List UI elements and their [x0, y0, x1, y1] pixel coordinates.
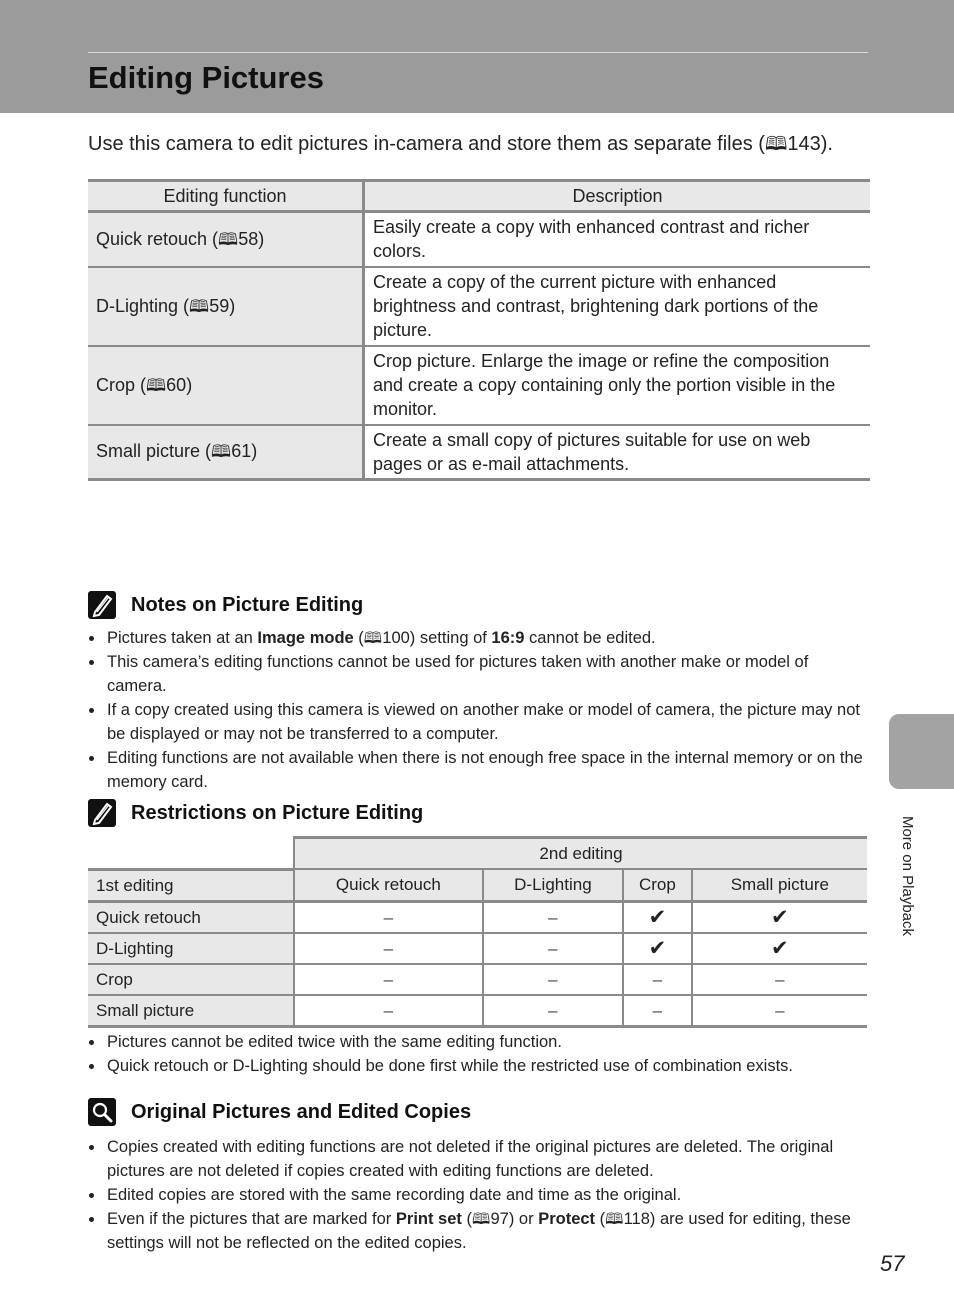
not-available-cell: – — [483, 901, 623, 933]
header-rule — [88, 52, 868, 53]
notes-list — [88, 626, 868, 794]
column-header: Small picture — [692, 869, 867, 901]
page-title: Editing Pictures — [88, 60, 324, 95]
not-available-cell: – — [294, 901, 483, 933]
function-description: Easily create a copy with enhanced contrast and richer colors. — [364, 212, 871, 267]
row-label: D-Lighting — [88, 933, 294, 964]
table-header-row — [88, 838, 867, 870]
book-icon: 🕮 — [189, 296, 210, 317]
table-row — [88, 425, 870, 480]
book-icon: 🕮 — [211, 442, 232, 463]
list-item: Even if the pictures that are marked for Print set (🕮97) or Protect (🕮118) are used for editing, these settings will not be reflected on the edited copies. — [88, 1207, 868, 1255]
column-header-description: Description — [364, 181, 871, 212]
restrictions-table — [88, 836, 867, 1028]
pencil-icon — [88, 799, 116, 827]
row-label: Small picture — [88, 995, 294, 1027]
list-item: Quick retouch or D-Lighting should be done first while the restricted use of combination exists. — [88, 1054, 868, 1078]
list-item: Pictures cannot be edited twice with the same editing function. — [88, 1030, 868, 1054]
function-description: Crop picture. Enlarge the image or refine the composition and create a copy containing only the portion visible in the monitor. — [364, 346, 871, 425]
table-row — [88, 346, 870, 425]
not-available-cell: – — [692, 964, 867, 995]
table-row — [88, 995, 867, 1027]
page-number: 57 — [880, 1251, 905, 1276]
restrictions-list — [88, 1030, 868, 1078]
list-item: Pictures taken at an Image mode (🕮100) setting of 16:9 cannot be edited. — [88, 626, 868, 650]
list-item: This camera’s editing functions cannot be used for pictures taken with another make or model of camera. — [88, 650, 868, 698]
pencil-icon — [88, 591, 116, 619]
function-name: Quick retouch (🕮58) — [88, 212, 364, 267]
column-header-function: Editing function — [88, 181, 364, 212]
not-available-cell: – — [483, 933, 623, 964]
side-tab — [889, 714, 954, 789]
book-icon: 🕮 — [146, 375, 167, 396]
check-icon: ✔ — [623, 901, 692, 933]
list-item: Copies created with editing functions are not deleted if the original pictures are deleted. The original pictures are not deleted if copies created with editing functions are deleted. — [88, 1135, 868, 1183]
table-row — [88, 267, 870, 346]
row-label: Crop — [88, 964, 294, 995]
restrictions-heading: Restrictions on Picture Editing — [88, 799, 423, 827]
table-row — [88, 933, 867, 964]
table-row — [88, 964, 867, 995]
original-list — [88, 1135, 868, 1255]
check-icon: ✔ — [692, 933, 867, 964]
not-available-cell: – — [294, 964, 483, 995]
magnifier-icon — [88, 1098, 116, 1126]
header-band — [0, 0, 954, 113]
book-icon: 🕮 — [764, 133, 788, 155]
second-editing-header: 2nd editing — [294, 838, 867, 870]
side-tab-label: More on Playback — [899, 815, 916, 937]
not-available-cell: – — [483, 964, 623, 995]
book-icon: 🕮 — [363, 628, 383, 647]
check-icon: ✔ — [623, 933, 692, 964]
editing-functions-table — [88, 179, 870, 481]
intro-text: Use this camera to edit pictures in-camera and store them as separate files (🕮143). — [88, 133, 833, 155]
not-available-cell: – — [623, 964, 692, 995]
not-available-cell: – — [692, 995, 867, 1027]
not-available-cell: – — [294, 995, 483, 1027]
book-icon: 🕮 — [472, 1209, 491, 1228]
table-header-row — [88, 181, 870, 212]
list-item: Editing functions are not available when there is not enough free space in the internal memory or on the memory card. — [88, 746, 868, 794]
notes-heading: Notes on Picture Editing — [88, 591, 363, 619]
table-row — [88, 212, 870, 267]
first-editing-header: 1st editing — [88, 869, 294, 901]
book-icon: 🕮 — [218, 229, 239, 250]
function-name: Small picture (🕮61) — [88, 425, 364, 480]
book-icon: 🕮 — [605, 1209, 624, 1228]
row-label: Quick retouch — [88, 901, 294, 933]
function-description: Create a small copy of pictures suitable for use on web pages or as e-mail attachments. — [364, 425, 871, 480]
function-name: D-Lighting (🕮59) — [88, 267, 364, 346]
column-header: Quick retouch — [294, 869, 483, 901]
table-row — [88, 901, 867, 933]
table-header-row — [88, 869, 867, 901]
function-description: Create a copy of the current picture with enhanced brightness and contrast, brightening dark portions of the picture. — [364, 267, 871, 346]
check-icon: ✔ — [692, 901, 867, 933]
original-heading: Original Pictures and Edited Copies — [88, 1098, 471, 1126]
not-available-cell: – — [294, 933, 483, 964]
function-name: Crop (🕮60) — [88, 346, 364, 425]
column-header: Crop — [623, 869, 692, 901]
column-header: D-Lighting — [483, 869, 623, 901]
not-available-cell: – — [483, 995, 623, 1027]
list-item: Edited copies are stored with the same recording date and time as the original. — [88, 1183, 868, 1207]
not-available-cell: – — [623, 995, 692, 1027]
list-item: If a copy created using this camera is viewed on another make or model of camera, the picture may not be displayed or may not be transferred to a computer. — [88, 698, 868, 746]
